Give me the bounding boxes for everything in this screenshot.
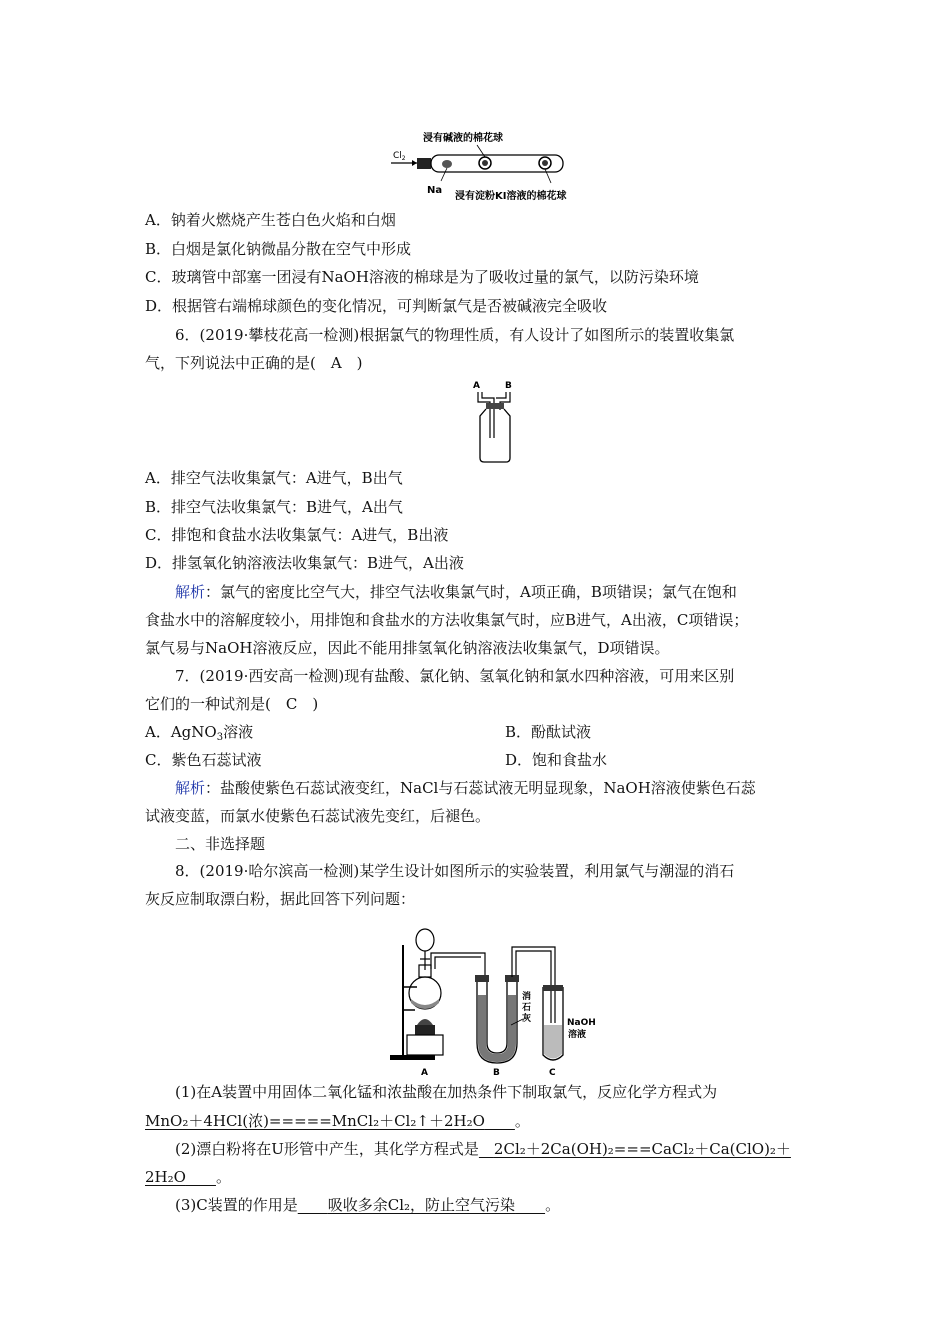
figure1-label-bottom: 浸有淀粉KI溶液的棉花球 — [455, 191, 567, 202]
q5-option-d: D．根据管右端棉球颜色的变化情况，可判断氯气是否被碱液完全吸收 — [145, 297, 608, 315]
figure2-label-a: A — [473, 381, 480, 391]
figure3-label-lime-1: 消 — [522, 992, 532, 1002]
q6-analysis-label: 解析 — [175, 583, 206, 601]
q8-part1-text: (1)在A装置中用固体二氧化锰和浓盐酸在加热条件下制取氯气，反应化学方程式为 — [175, 1083, 718, 1101]
figure1-label-na: Na — [427, 185, 443, 196]
q5-option-b: B．白烟是氯化钠微晶分散在空气中形成 — [145, 240, 412, 258]
q6-analysis-line2: 食盐水中的溶解度较小，用排饱和食盐水的方法收集氯气时，应B进气，A出液，C项错误； — [145, 611, 749, 629]
q8-part2-line1: (2)漂白粉将在U形管中产生，其化学方程式是 2Cl₂＋2Ca(OH)₂===CaCl₂＋Ca(ClO)₂＋ — [175, 1140, 791, 1158]
q7-option-a: A．AgNO$_3$溶液 — [145, 723, 254, 743]
figure3-label-c: C — [549, 1068, 556, 1078]
figure1-label-cl2: $Cl_2$ — [393, 151, 406, 162]
q5-option-c: C．玻璃管中部塞一团浸有NaOH溶液的棉球是为了吸收过量的氯气，以防污染环境 — [145, 268, 699, 286]
figure3-label-b: B — [493, 1068, 500, 1078]
q8-part2-line2: 2H₂O 。 — [145, 1168, 231, 1186]
q7-analysis-label: 解析 — [175, 779, 206, 797]
figure-gas-bottle — [460, 378, 530, 464]
q7-stem-line2: 它们的一种试剂是( C ) — [145, 695, 319, 713]
q8-stem-line2: 灰反应制取漂白粉，据此回答下列问题： — [145, 890, 416, 908]
q8-part3-answer: 吸收多余Cl₂，防止空气污染 — [327, 1196, 516, 1214]
q8-part1-answer-line: MnO₂＋4HCl(浓)=====MnCl₂＋Cl₂↑＋2H₂O 。 — [145, 1112, 530, 1130]
q8-part2-answer-cont: 2H₂O — [145, 1168, 186, 1186]
figure1-label-top: 浸有碱液的棉花球 — [423, 133, 503, 144]
q8-part3-line: (3)C装置的作用是 吸收多余Cl₂，防止空气污染 。 — [175, 1196, 561, 1214]
q6-option-b: B．排空气法收集氯气：B进气，A出气 — [145, 498, 403, 516]
q7-analysis-line1: 解析：盐酸使紫色石蕊试液变红，NaCl与石蕊试液无明显现象，NaOH溶液使紫色石蕊 — [175, 779, 756, 797]
q8-part2-answer: 2Cl₂＋2Ca(OH)₂===CaCl₂＋Ca(ClO)₂＋ — [493, 1140, 791, 1158]
figure-chlorine-tube — [385, 125, 625, 205]
figure3-label-lime-3: 灰 — [522, 1014, 532, 1024]
q7-option-d: D．饱和食盐水 — [505, 751, 608, 769]
figure2-label-b: B — [505, 381, 512, 391]
figure3-label-a: A — [421, 1068, 428, 1078]
q6-analysis-line1: 解析：氯气的密度比空气大，排空气法收集氯气时，A项正确，B项错误；氯气在饱和 — [175, 583, 737, 601]
figure3-label-lime-2: 石 — [522, 1003, 532, 1013]
figure-bleach-apparatus — [385, 915, 625, 1080]
q8-part1-answer: MnO₂＋4HCl(浓)=====MnCl₂＋Cl₂↑＋2H₂O — [145, 1112, 485, 1130]
q6-stem-line2: 气，下列说法中正确的是( A ) — [145, 354, 363, 372]
figure3-label-naoh: NaOH — [567, 1018, 596, 1028]
q5-option-a: A．钠着火燃烧产生苍白色火焰和白烟 — [145, 211, 396, 229]
q7-option-c: C．紫色石蕊试液 — [145, 751, 262, 769]
q7-stem-line1: 7．(2019·西安高一检测)现有盐酸、氯化钠、氢氧化钠和氯水四种溶液，可用来区别 — [175, 667, 735, 685]
q6-option-c: C．排饱和食盐水法收集氯气：A进气，B出液 — [145, 526, 449, 544]
q6-analysis-line3: 氯气易与NaOH溶液反应，因此不能用排氢氧化钠溶液法收集氯气，D项错误。 — [145, 639, 670, 657]
q6-stem-line1: 6．(2019·攀枝花高一检测)根据氯气的物理性质，有人设计了如图所示的装置收集氯 — [175, 326, 735, 344]
figure3-label-solution: 溶液 — [568, 1030, 587, 1040]
q7-analysis-line2: 试液变蓝，而氯水使紫色石蕊试液先变红，后褪色。 — [145, 807, 491, 825]
q7-option-b: B．酚酞试液 — [505, 723, 592, 741]
q8-stem-line1: 8．(2019·哈尔滨高一检测)某学生设计如图所示的实验装置，利用氯气与潮湿的消石 — [175, 862, 735, 880]
q6-option-d: D．排氢氧化钠溶液法收集氯气：B进气，A出液 — [145, 554, 464, 572]
q6-option-a: A．排空气法收集氯气：A进气，B出气 — [145, 469, 403, 487]
section-title: 二、非选择题 — [175, 835, 266, 853]
